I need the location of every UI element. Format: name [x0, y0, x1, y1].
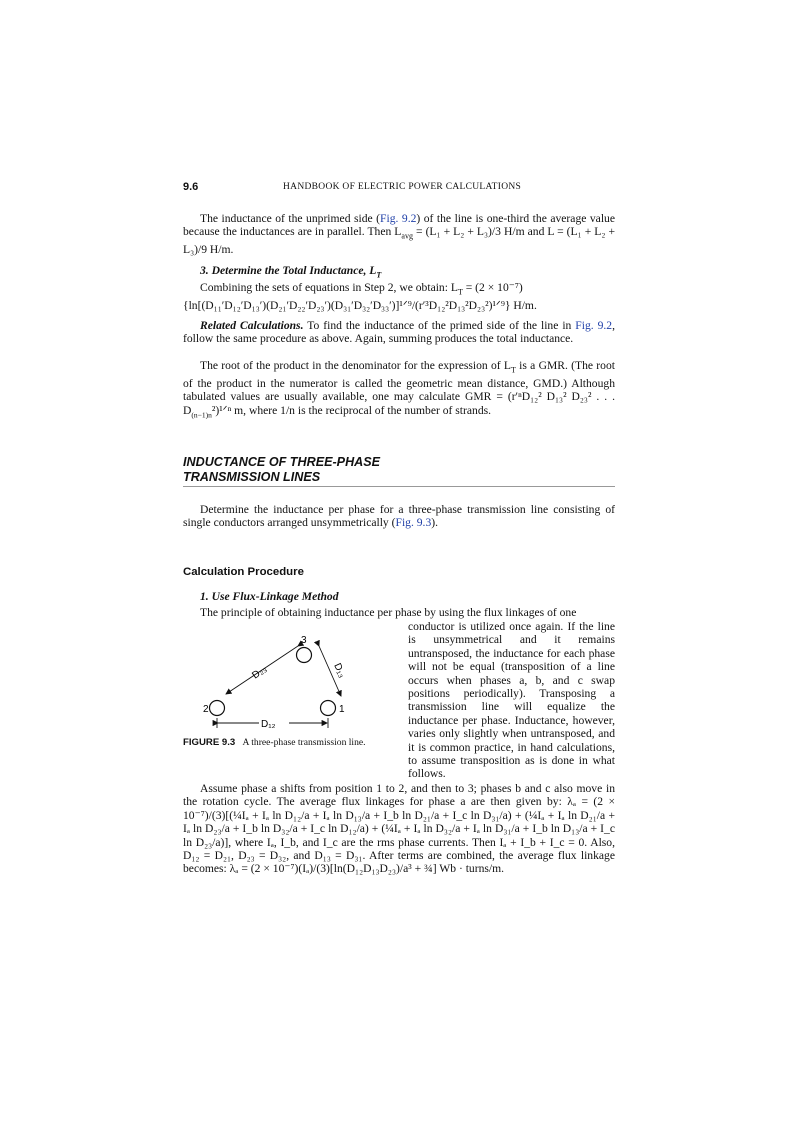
conductor-2-icon [210, 701, 225, 716]
step-3-heading [200, 264, 381, 279]
conductor-1-icon [321, 701, 336, 716]
text: = (2 × 10⁻⁷) [462, 281, 523, 294]
page-number: 9.6 [183, 181, 199, 193]
conductor-3-icon [297, 648, 312, 663]
text: is a GMR. (The root of the product in the numerator is called the geometric mean distance, GMD.) Although tabulated values are usually available, one may calculate GMR = (r′ⁿD₁₂² D₁₃² D₂₃² . . . D [183, 359, 615, 417]
paragraph-flux-linkage-side: conductor is utilized once again. If the line is unsymmetrical and it remains untransposed, the inductance for each phase will not be equal (transposition of a line occurs when phases a, b, and c swap positions periodically). Transposing a transmission line will equalize the inductance per phase. Inductance, however, varies only slightly when untransposed, and it is common practice, in hand calculations, to assume transposition as is done in what follows. [408, 620, 615, 781]
text: ) of the line is one-third the average value because the inductances are in parallel. Then L [183, 212, 615, 239]
subscript: T [457, 287, 463, 297]
paragraph-unprimed-inductance [183, 212, 615, 257]
figure-9-3-diagram [183, 632, 405, 752]
d12-label: D₁₂ [261, 719, 276, 730]
text: Determine the inductance per phase for a three-phase transmission line consisting of single conductors arranged unsymmetrically ( [183, 503, 615, 530]
node-1-label: 1 [339, 704, 345, 715]
d13-label: D₁₃ [331, 661, 348, 680]
paragraph-flux-linkage-first-line: The principle of obtaining inductance per phase by using the flux linkages of one [200, 606, 577, 619]
text: = (L₁ + L₂ + L₃)/3 H/m and L = (L₁ + L₂ + L₃)/9 H/m. [183, 225, 615, 257]
figure-caption-text: A three-phase transmission line. [242, 737, 366, 748]
subscript: avg [401, 231, 413, 241]
equation: {ln[(D₁₁′D₁₂′D₁₃′)(D₂₁′D₂₂′D₂₃′)(D₃₁′D₃₂′D₃₃′)]¹ᐟ⁹/(r′³D₁₂²D₁₃²D₂₃²)¹ᐟ⁹} H/m. [183, 298, 537, 312]
paragraph-total-inductance [183, 281, 615, 312]
figure-label: FIGURE 9.3 [183, 737, 236, 748]
section-title [183, 455, 380, 485]
text: To find the inductance of the primed side of the line in [303, 319, 576, 332]
subscript: (n−1)n [191, 409, 212, 419]
text: , follow the same procedure as above. Again, summing produces the total inductance. [183, 319, 616, 346]
subscript: T [376, 270, 382, 280]
calculation-procedure-heading: Calculation Procedure [183, 566, 304, 578]
step-1-heading: 1. Use Flux-Linkage Method [200, 590, 339, 603]
fig-9-2-link-2[interactable]: Fig. 9.2 [575, 319, 613, 332]
text: Combining the sets of equations in Step 2, we obtain: L [200, 281, 458, 294]
paragraph-problem-statement [183, 503, 615, 530]
section-title-line-1: INDUCTANCE OF THREE-PHASE [183, 455, 381, 469]
fig-9-3-link[interactable]: Fig. 9.3 [395, 516, 432, 530]
text: The root of the product in the denominator for the expression of L [200, 359, 511, 372]
node-3-label: 3 [301, 635, 307, 646]
related-calculations-lead: Related Calculations. [200, 319, 304, 332]
paragraph-related-calculations [183, 319, 615, 346]
running-title: HANDBOOK OF ELECTRIC POWER CALCULATIONS [283, 182, 522, 192]
text: The inductance of the unprimed side ( [200, 212, 381, 225]
text: ²)¹ᐟⁿ m, where 1/n is the reciprocal of the number of strands. [211, 403, 492, 417]
text: ). [431, 516, 439, 530]
node-2-label: 2 [203, 704, 209, 715]
fig-9-2-link[interactable]: Fig. 9.2 [380, 212, 417, 225]
d23-label: D₂₃ [250, 663, 270, 682]
subscript: T [510, 365, 516, 375]
figure-9-3-caption [183, 737, 366, 748]
section-divider [183, 486, 615, 487]
step-label: 3. Determine the Total Inductance, L [200, 264, 377, 277]
section-title-line-2: TRANSMISSION LINES [183, 470, 321, 484]
paragraph-gmr [183, 359, 615, 421]
paragraph-average-flux-linkage: Assume phase a shifts from position 1 to 2, and then to 3; phases b and c also move in the rotation cycle. The average flux linkages for phase a are then given by: λₐ = (2 × 10⁻⁷)/(3)[(¼Iₐ + Iₐ ln D₁₂/a + Iₐ ln D₁₃/a + I_b ln D₂₁/a + I_c ln D₃₁/a) + (¼Iₐ + Iₐ ln D₂₁/a + Iₐ ln D₂₃/a + I_b ln D₃₂/a + I_c ln D₁₂/a) + (¼Iₐ + Iₐ ln D₃₂/a + Iₐ ln D₃₁/a + I_b ln D₁₃/a + I_c ln D₂₃/a)], where Iₐ, I_b, and I_c are the rms phase currents. Then Iₐ + I_b + I_c = 0. Also, D₁₂ = D₂₁, D₂₃ = D₃₂, and D₁₃ = D₃₁. After terms are combined, the average flux linkage becomes: λₐ = (2 × 10⁻⁷)(Iₐ)/(3)[ln(D₁₂D₁₃D₂₃)/a³ + ¾] Wb · turns/m. [183, 782, 615, 876]
